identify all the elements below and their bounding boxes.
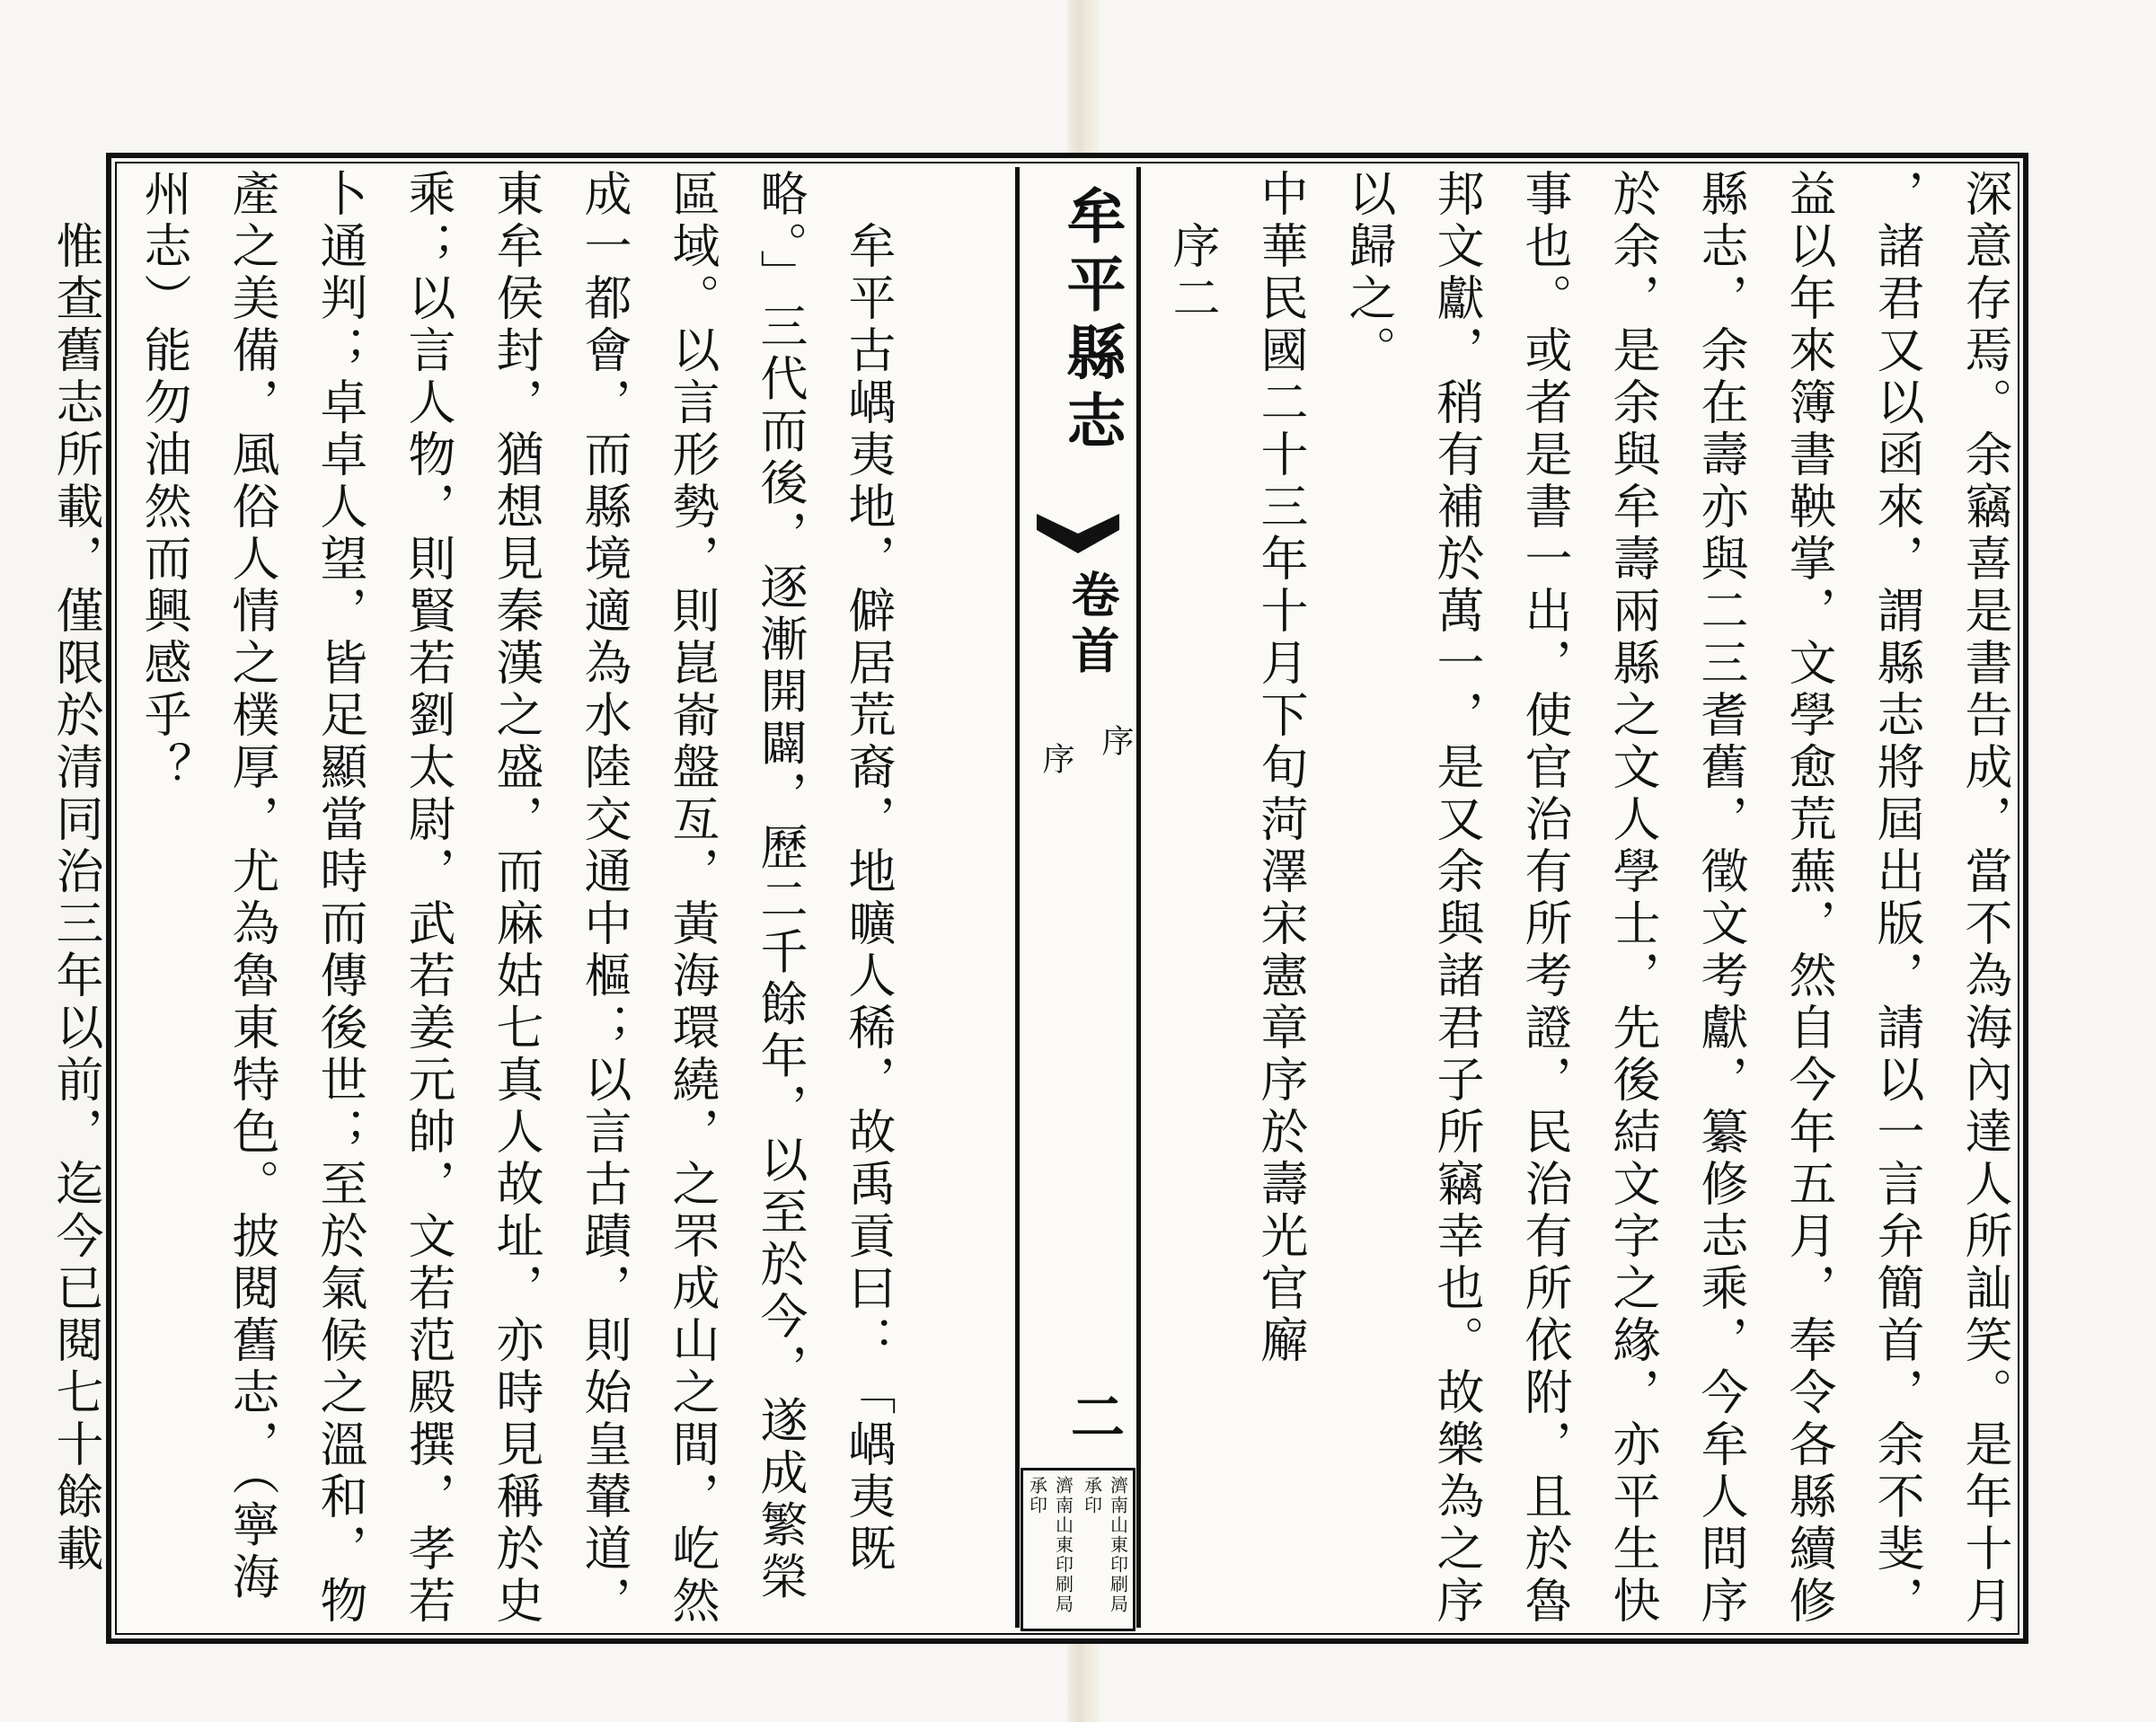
book-title: 牟平縣志	[1056, 185, 1127, 458]
text-column: 州志）能勿油然而興感乎？	[137, 169, 191, 794]
text-column: 區域。以言形勢，則崑嵛盤亙，黃海環繞，之罘成山之間，屹然	[665, 169, 720, 1628]
text-column: 東牟侯封，猶想見秦漢之盛，而麻姑七真人故址，亦時見稱於史	[489, 169, 543, 1628]
text-column: 產之美備，風俗人情之樸厚，尤為魯東特色。披閱舊志，（寧海	[225, 169, 279, 1604]
text-column: 牟平古嵎夷地，僻居荒裔，地曠人稀，故禹貢曰：「嵎夷既	[841, 169, 896, 1576]
page-number: 二	[1062, 1389, 1125, 1443]
text-column: 邦文獻，稍有補於萬一，是又余與諸君子所竊幸也。故樂為之序	[1429, 169, 1484, 1628]
text-column: 縣志，余在壽亦與二三耆舊，徵文考獻，纂修志乘，今牟人問序	[1693, 169, 1748, 1628]
text-column: 以歸之。	[1341, 169, 1396, 377]
text-column: 於余，是余與牟壽兩縣之文人學士，先後結文字之緣，亦平生快	[1605, 169, 1660, 1628]
text-column: 成一都會，而縣境適為水陸交通中樞；以言古蹟，則始皇輦道，	[577, 169, 632, 1628]
section-heading: 序二	[1165, 169, 1220, 325]
text-column: 惟查舊志所載，僅限於清同治三年以前，迄今已閱七十餘載	[49, 169, 103, 1576]
text-column: ，諸君又以函來，謂縣志將屆出版，請以一言弁簡首，余不斐，	[1869, 169, 1924, 1628]
left-page-text	[31, 169, 912, 1628]
text-column: 乘；以言人物，則賢若劉太尉，武若姜元帥，文若范殿撰，孝若	[401, 169, 455, 1628]
text-column: 卜通判；卓卓人望，皆足顯當時而傳後世；至於氣候之溫和，物	[313, 169, 367, 1628]
right-page-text	[1148, 169, 2028, 1628]
text-column: 事也。或者是書一出，使官治有所考證，民治有所依附，且於魯	[1517, 169, 1572, 1628]
text-column: 略。」三代而後，逐漸開闢，歷二千餘年，以至於今，遂成繁榮	[753, 169, 808, 1604]
text-column: 深意存焉。余竊喜是書告成，當不為海內達人所訕笑。是年十月	[1957, 169, 2012, 1628]
printer-credit	[1021, 1468, 1135, 1631]
printer-credit-left: 濟南山東印刷局承印	[1026, 1476, 1074, 1614]
signature-column: 中華民國二十三年十月下旬菏澤宋憲章序於壽光官廨	[1253, 169, 1308, 1367]
text-column: 益以年來簿書鞅掌，文學愈荒蕪，然自今年五月，奉令各縣續修	[1781, 169, 1836, 1628]
volume-label: 卷首	[1064, 570, 1121, 681]
fish-tail-ornament	[1037, 514, 1119, 553]
printer-credit-right: 濟南山東印刷局承印	[1081, 1476, 1129, 1614]
center-panel	[1015, 167, 1141, 1628]
section-label-left: 序	[1038, 742, 1074, 780]
section-label-right: 序	[1097, 724, 1134, 762]
